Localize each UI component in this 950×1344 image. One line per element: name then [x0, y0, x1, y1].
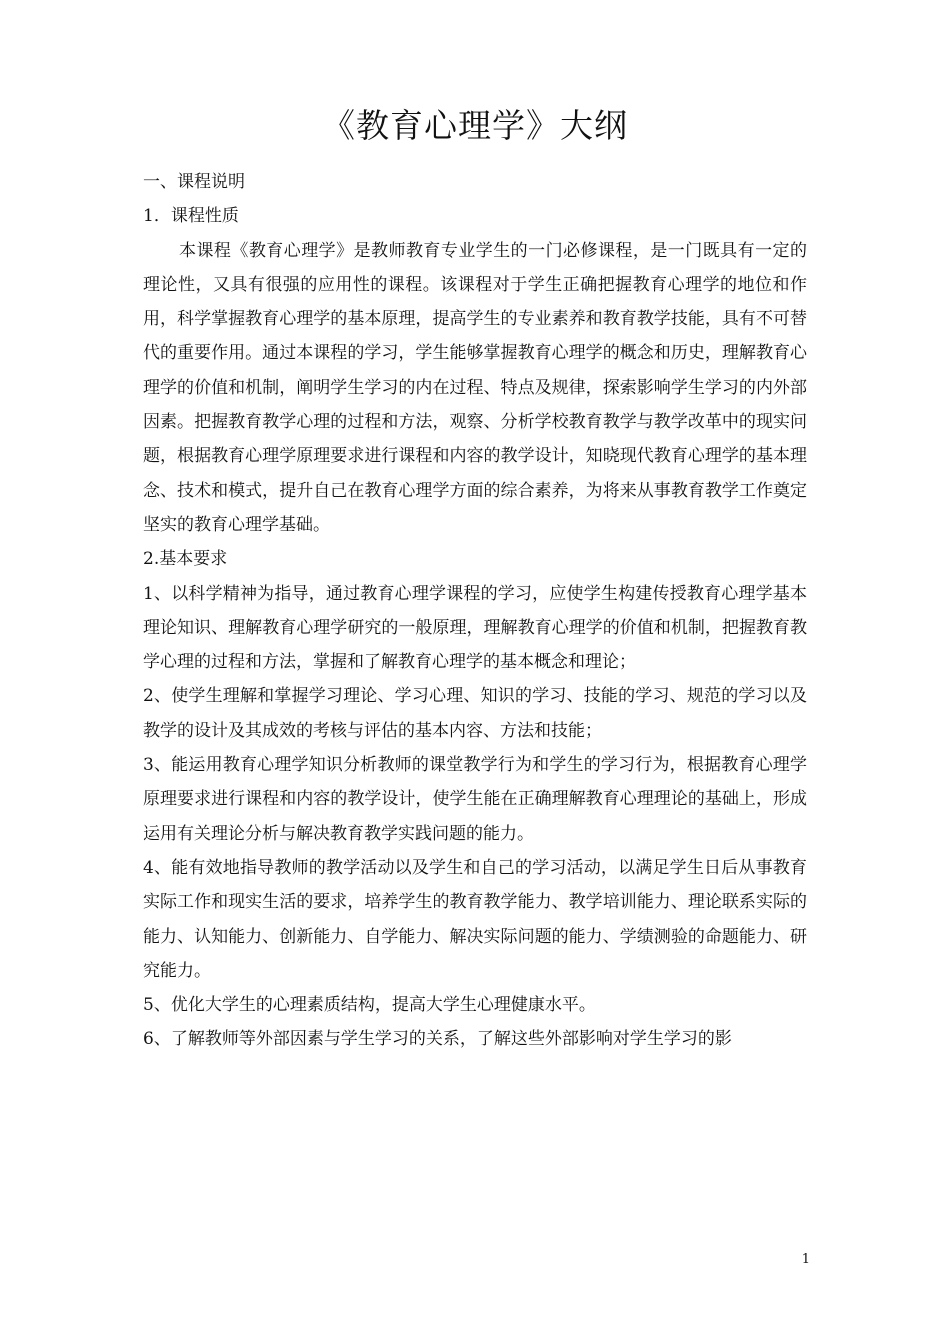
requirement-item-3: 3、能运用教育心理学知识分析教师的课堂教学行为和学生的学习行为，根据教育心理学原理要求进行课程和内容的教学设计，使学生能在正确理解教育心理理论的基础上，形成运用有关理论分析与解决教育教学实践问题的能力。	[143, 755, 807, 844]
requirement-item-2: 2、使学生理解和掌握学习理论、学习心理、知识的学习、技能的学习、规范的学习以及教学的设计及其成效的考核与评估的基本内容、方法和技能；	[143, 686, 807, 741]
subsection-basic-requirements: 2.基本要求	[143, 549, 228, 570]
requirement-item-1: 1、以科学精神为指导，通过教育心理学课程的学习，应使学生构建传授教育心理学基本理论知识、理解教育心理学研究的一般原理，理解教育心理学的价值和机制，把握教育教学心理的过程和方法，掌握和了解教育心理学的基本概念和理论；	[143, 583, 807, 673]
requirement-item-4: 4、能有效地指导教师的教学活动以及学生和自己的学习活动，以满足学生日后从事教育实际工作和现实生活的要求，培养学生的教育教学能力、教学培训能力、理论联系实际的能力、认知能力、创新能力、自学能力、解决实际问题的能力、学绩测验的命题能力、研究能力。	[143, 857, 807, 981]
requirement-item-5: 5、优化大学生的心理素质结构，提高大学生心理健康水平。	[143, 995, 596, 1016]
document-title: 《教育心理学》大纲	[322, 106, 628, 145]
requirement-item-6: 6、了解教师等外部因素与学生学习的关系，了解这些外部影响对学生学习的影	[143, 1029, 732, 1050]
document-body	[143, 165, 807, 1057]
course-nature-paragraph: 本课程《教育心理学》是教师教育专业学生的一门必修课程，是一门既具有一定的理论性，又具有很强的应用性的课程。该课程对于学生正确把握教育心理学的地位和作用，科学掌握教育心理学的基本原理，提高学生的专业素养和教育教学技能，具有不可替代的重要作用。通过本课程的学习，学生能够掌握教育心理学的概念和历史，理解教育心理学的价值和机制，阐明学生学习的内在过程、特点及规律，探索影响学生学习的内外部因素。把握教育教学心理的过程和方法，观察、分析学校教育教学与教学改革中的现实问题，根据教育心理学原理要求进行课程和内容的教学设计，知晓现代教育心理学的基本理念、技术和模式，提升自己在教育心理学方面的综合素养，为将来从事教育教学工作奠定坚实的教育心理学基础。	[143, 240, 807, 535]
subsection-course-nature: 1．课程性质	[143, 206, 239, 227]
page-number: 1	[801, 1252, 810, 1267]
section-heading: 一、课程说明	[143, 172, 245, 192]
